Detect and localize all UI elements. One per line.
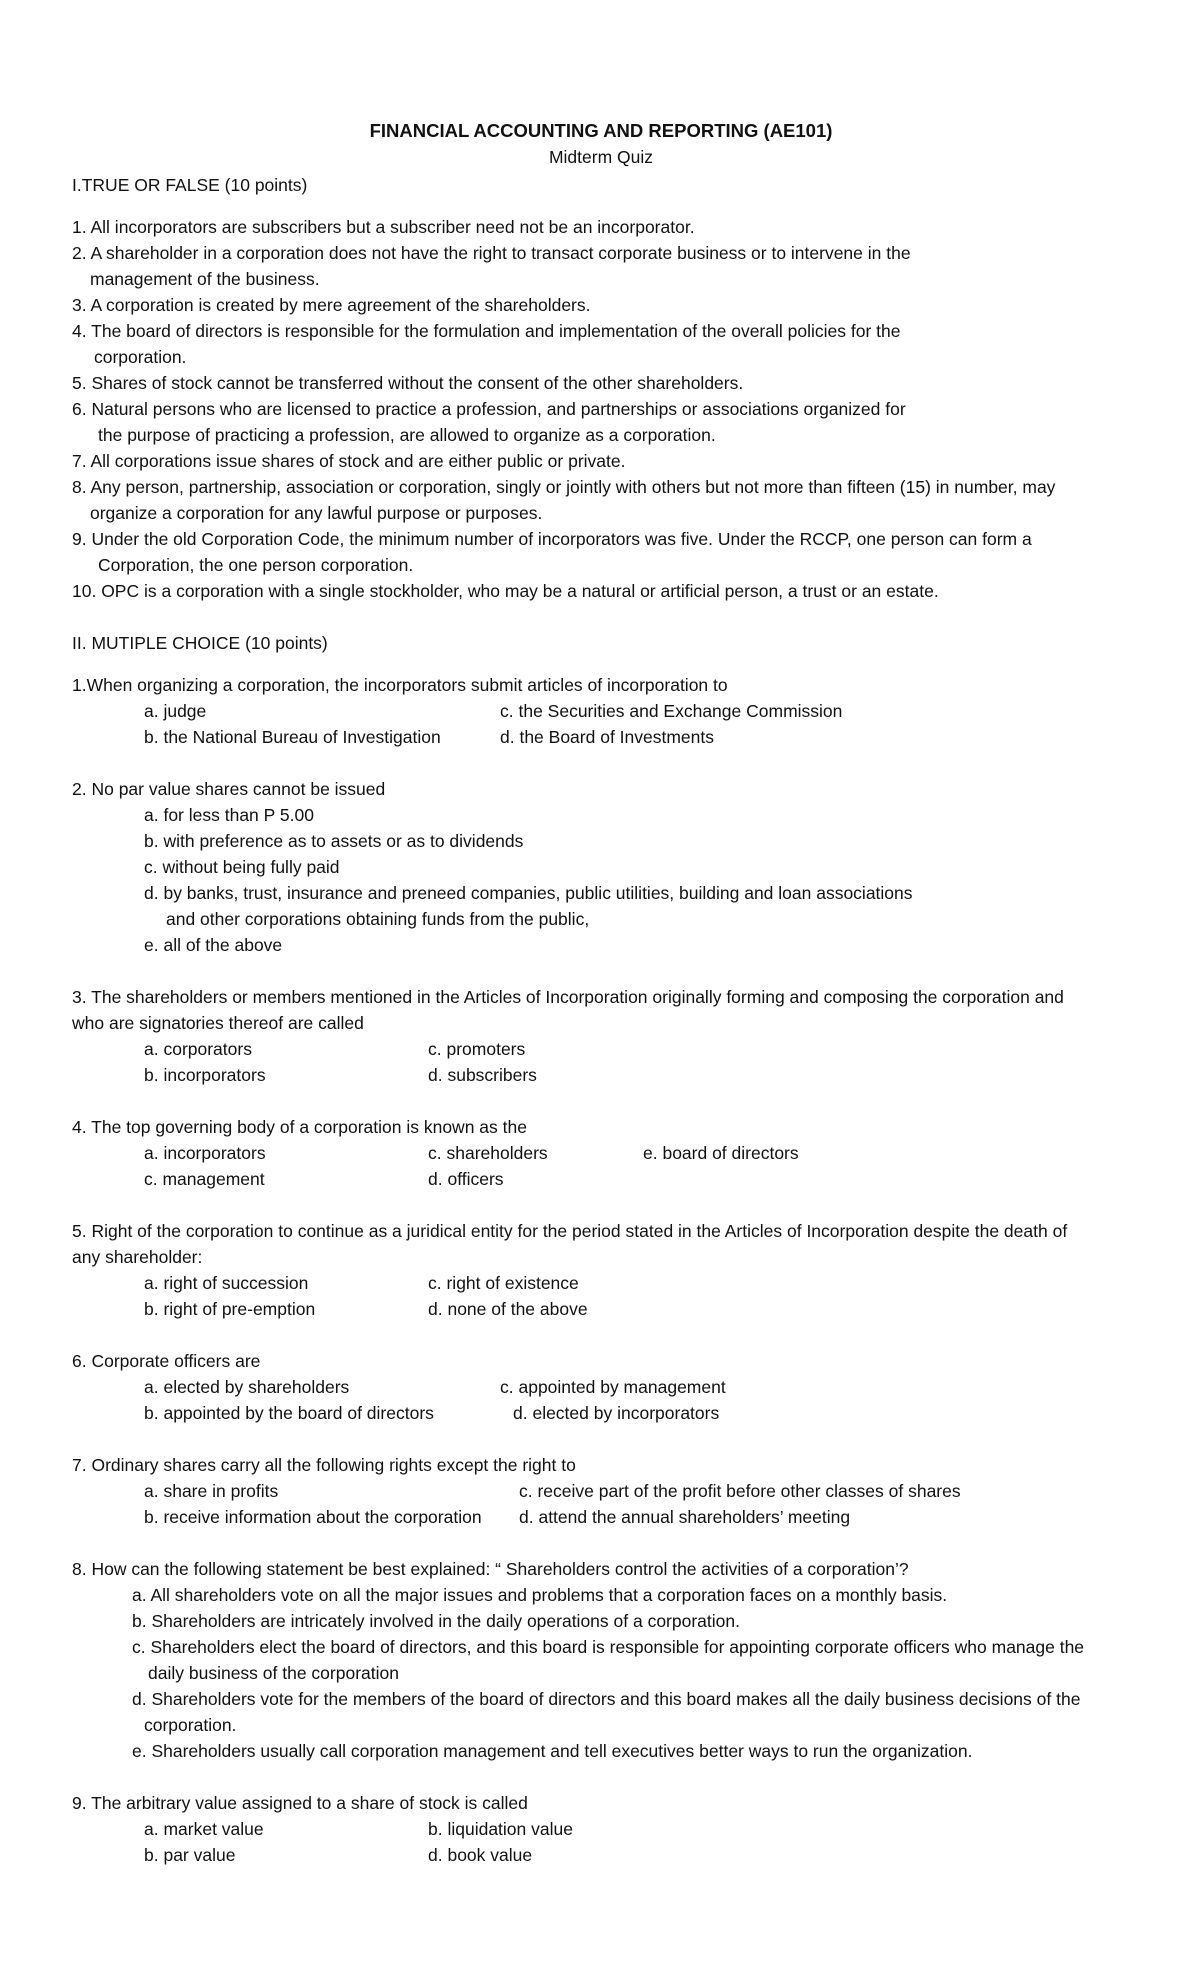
question-text: 9. The arbitrary value assigned to a share of stock is called — [72, 1793, 528, 1813]
tf-item-text: 9. Under the old Corporation Code, the minimum number of incorporators was five. Under the RCCP, one person can form a — [72, 529, 1032, 549]
document-subtitle: Midterm Quiz — [548, 147, 654, 167]
option-c: c. shareholders — [428, 1143, 548, 1163]
option-c: c. Shareholders elect the board of directors, and this board is responsible for appointing corporate officers who manage the — [132, 1637, 1085, 1657]
tf-item-2 — [72, 240, 1130, 292]
section-heading-multiple-choice: II. MUTIPLE CHOICE (10 points) — [72, 633, 328, 653]
option-row — [72, 1504, 1130, 1530]
option-a: a. corporators — [144, 1039, 252, 1059]
option-row — [72, 1296, 1130, 1322]
tf-item-text: 6. Natural persons who are licensed to practice a profession, and partnerships or associations organized for — [72, 399, 906, 419]
option-row — [72, 1270, 1130, 1296]
option-row — [72, 1478, 1130, 1504]
tf-item-text: 4. The board of directors is responsible for the formulation and implementation of the overall policies for the — [72, 321, 901, 341]
tf-item-continuation: Corporation, the one person corporation. — [98, 555, 414, 575]
option-d: d. attend the annual shareholders’ meeting — [519, 1507, 851, 1527]
option-row — [72, 1842, 1130, 1868]
option-a: a. share in profits — [144, 1481, 279, 1501]
option-c: c. management — [144, 1169, 265, 1189]
option-b: b. incorporators — [144, 1065, 266, 1085]
tf-item-text: 3. A corporation is created by mere agreement of the shareholders. — [72, 295, 591, 315]
option-d: d. Shareholders vote for the members of the board of directors and this board makes all the daily business decisions of the — [132, 1689, 1081, 1709]
tf-item-continuation: management of the business. — [90, 269, 320, 289]
question-text: 4. The top governing body of a corporation is known as the — [72, 1117, 527, 1137]
tf-item-text: 10. OPC is a corporation with a single stockholder, who may be a natural or artificial person, a trust or an estate. — [72, 581, 939, 601]
question-text: 3. The shareholders or members mentioned in the Articles of Incorporation originally forming and composing the corporation and — [72, 987, 1064, 1007]
tf-item-4 — [72, 318, 1130, 370]
mc-question-7 — [72, 1452, 1130, 1530]
option-a: a. All shareholders vote on all the major issues and problems that a corporation faces on a monthly basis. — [132, 1585, 948, 1605]
tf-item-7 — [72, 448, 1130, 474]
question-text: 2. No par value shares cannot be issued — [72, 779, 386, 799]
mc-question-1 — [72, 672, 1130, 750]
option-a: a. incorporators — [144, 1143, 266, 1163]
question-text-continuation: who are signatories thereof are called — [72, 1013, 364, 1033]
tf-item-3 — [72, 292, 1130, 318]
tf-item-text: 1. All incorporators are subscribers but a subscriber need not be an incorporator. — [72, 217, 695, 237]
question-text: 8. How can the following statement be best explained: “ Shareholders control the activities of a corporation’? — [72, 1559, 909, 1579]
option-b: b. par value — [144, 1845, 236, 1865]
option-d: d. elected by incorporators — [513, 1403, 720, 1423]
option-c: c. promoters — [428, 1039, 526, 1059]
question-text: 1.When organizing a corporation, the incorporators submit articles of incorporation to — [72, 675, 728, 695]
tf-item-text: 2. A shareholder in a corporation does not have the right to transact corporate business or to intervene in the — [72, 243, 911, 263]
tf-item-continuation: corporation. — [94, 347, 187, 367]
option-a: a. judge — [144, 701, 207, 721]
option-b: b. the National Bureau of Investigation — [144, 727, 441, 747]
option-d-continuation: corporation. — [144, 1715, 237, 1735]
true-false-list — [72, 214, 1130, 604]
option-b: b. Shareholders are intricately involved in the daily operations of a corporation. — [132, 1611, 740, 1631]
mc-question-8 — [72, 1556, 1130, 1764]
mc-question-3 — [72, 984, 1130, 1088]
option-d: d. by banks, trust, insurance and preneed companies, public utilities, building and loan associations — [144, 883, 913, 903]
mc-question-2 — [72, 776, 1130, 958]
option-d: d. none of the above — [428, 1299, 588, 1319]
tf-item-1 — [72, 214, 1130, 240]
option-b: b. liquidation value — [428, 1819, 573, 1839]
mc-question-9 — [72, 1790, 1130, 1868]
option-e: e. all of the above — [144, 935, 283, 955]
tf-item-continuation: the purpose of practicing a profession, are allowed to organize as a corporation. — [98, 425, 716, 445]
question-text-continuation: any shareholder: — [72, 1247, 203, 1267]
option-b: b. with preference as to assets or as to dividends — [144, 831, 524, 851]
tf-item-text: 7. All corporations issue shares of stock and are either public or private. — [72, 451, 626, 471]
question-text: 6. Corporate officers are — [72, 1351, 261, 1371]
option-b: b. appointed by the board of directors — [144, 1403, 434, 1423]
option-row — [72, 698, 1130, 724]
option-d: d. officers — [428, 1169, 504, 1189]
option-row — [72, 724, 1130, 750]
multiple-choice-list — [72, 672, 1130, 1868]
tf-item-10 — [72, 578, 1130, 604]
option-c: c. right of existence — [428, 1273, 579, 1293]
option-a: a. elected by shareholders — [144, 1377, 350, 1397]
tf-item-continuation: organize a corporation for any lawful purpose or purposes. — [90, 503, 543, 523]
tf-item-text: 8. Any person, partnership, association or corporation, singly or jointly with others but not more than fifteen (15) in number, may — [72, 477, 1056, 497]
option-row — [72, 1400, 1130, 1426]
option-row — [72, 1140, 1130, 1166]
option-a: a. for less than P 5.00 — [144, 805, 314, 825]
question-text: 5. Right of the corporation to continue as a juridical entity for the period stated in the Articles of Incorporation despite the death of — [72, 1221, 1068, 1241]
mc-question-6 — [72, 1348, 1130, 1426]
option-d: d. the Board of Investments — [500, 727, 715, 747]
tf-item-9 — [72, 526, 1130, 578]
option-e: e. board of directors — [643, 1143, 799, 1163]
option-b: b. right of pre-emption — [144, 1299, 316, 1319]
option-a: a. right of succession — [144, 1273, 309, 1293]
tf-item-5 — [72, 370, 1130, 396]
option-d: d. subscribers — [428, 1065, 537, 1085]
section-heading-true-false: I.TRUE OR FALSE (10 points) — [72, 175, 308, 195]
option-d-continuation: and other corporations obtaining funds from the public, — [166, 909, 590, 929]
tf-item-text: 5. Shares of stock cannot be transferred without the consent of the other shareholders. — [72, 373, 744, 393]
option-c: c. without being fully paid — [144, 857, 340, 877]
option-e: e. Shareholders usually call corporation management and tell executives better ways to run the organization. — [132, 1741, 973, 1761]
tf-item-8 — [72, 474, 1130, 526]
option-row — [72, 1166, 1130, 1192]
mc-question-5 — [72, 1218, 1130, 1322]
option-a: a. market value — [144, 1819, 264, 1839]
option-c-continuation: daily business of the corporation — [148, 1663, 399, 1683]
option-row — [72, 1816, 1130, 1842]
option-c: c. the Securities and Exchange Commission — [500, 701, 843, 721]
option-b: b. receive information about the corporation — [144, 1507, 482, 1527]
option-row — [72, 1062, 1130, 1088]
tf-item-6 — [72, 396, 1130, 448]
option-row — [72, 1036, 1130, 1062]
option-c: c. appointed by management — [500, 1377, 726, 1397]
option-c: c. receive part of the profit before other classes of shares — [519, 1481, 961, 1501]
option-d: d. book value — [428, 1845, 533, 1865]
mc-question-4 — [72, 1114, 1130, 1192]
document-title: FINANCIAL ACCOUNTING AND REPORTING (AE101) — [369, 120, 833, 141]
option-row — [72, 1374, 1130, 1400]
question-text: 7. Ordinary shares carry all the following rights except the right to — [72, 1455, 576, 1475]
